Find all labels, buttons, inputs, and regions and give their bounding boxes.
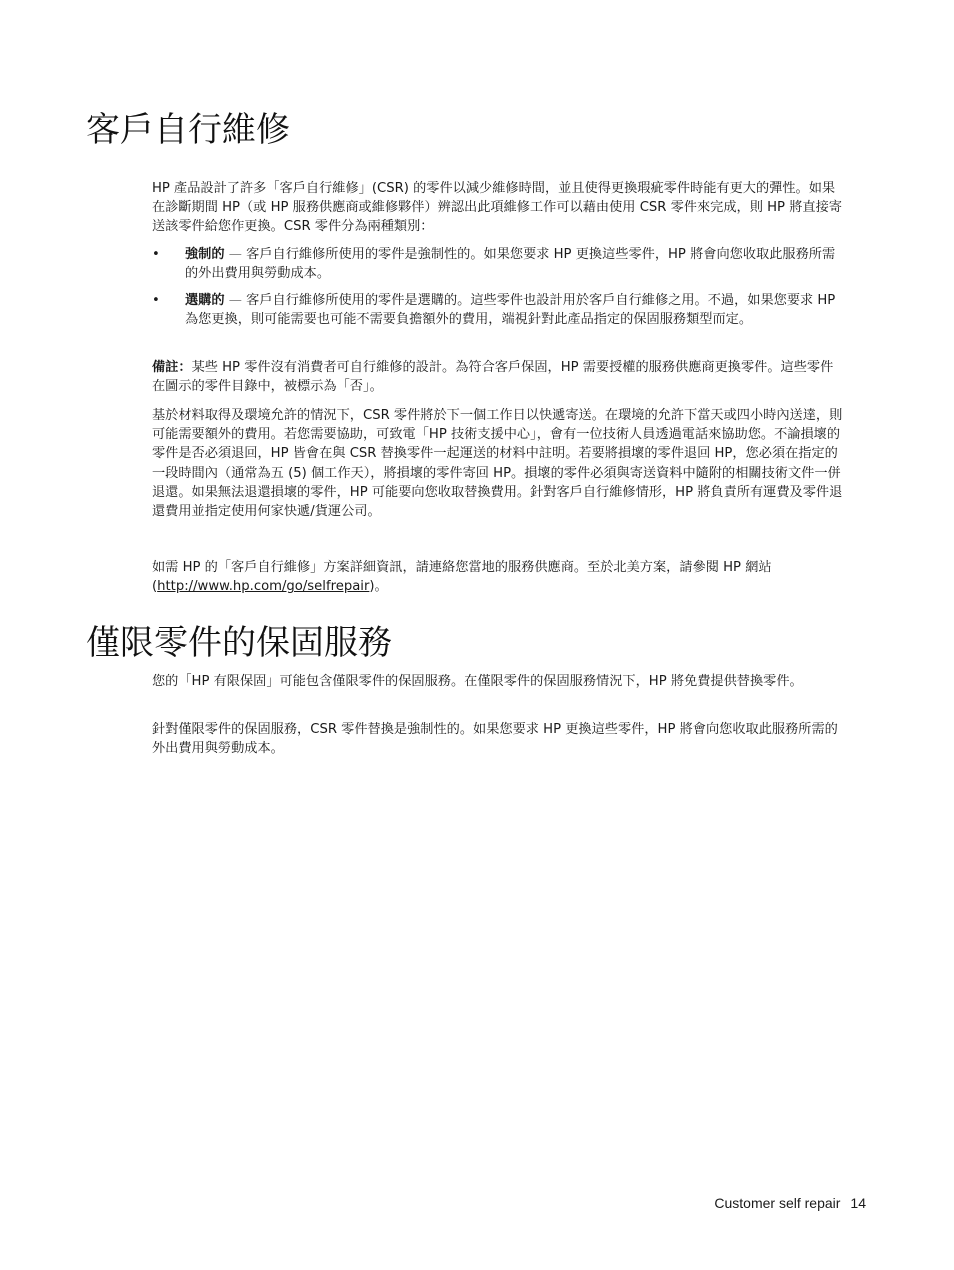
mandatory-description: 客戶自行維修所使用的零件是強制性的。如果您要求 HP 更換這些零件，HP 將會向您收取此服務所需的外出費用與勞動成本。 [185, 247, 836, 282]
bullet-icon: • [152, 293, 160, 308]
info-text-end: )。 [369, 579, 388, 595]
info-paragraph [152, 558, 844, 596]
section-title-parts-warranty: 僅限零件的保固服務 [86, 623, 392, 663]
em-dash: — [224, 247, 247, 262]
term-optional: 選購的 [185, 293, 225, 308]
selfrepair-link[interactable]: http://www.hp.com/go/selfrepair [157, 579, 370, 595]
em-dash: — [224, 293, 247, 308]
page-footer [714, 1194, 866, 1212]
parts-warranty-csr-paragraph: 針對僅限零件的保固服務，CSR 零件替換是強制性的。如果您要求 HP 更換這些零件，HP 將會向您收取此服務所需的外出費用與勞動成本。 [152, 722, 838, 757]
note-paragraph [152, 358, 844, 396]
term-mandatory: 強制的 [185, 247, 225, 262]
note-label: 備註： [152, 360, 192, 375]
optional-description: 客戶自行維修所使用的零件是選購的。這些零件也設計用於客戶自行維修之用。不過，如果您要求 HP 為您更換，則可能需要也可能不需要負擔額外的費用，端視針對此產品指定的保固服務類型而定。 [185, 293, 836, 328]
intro-paragraph: HP 產品設計了許多「客戶自行維修」(CSR) 的零件以減少維修時間，並且使得更換瑕疵零件時能有更大的彈性。如果在診斷期間 HP（或 HP 服務供應商或維修夥伴）辨認出此項維修工作可以藉由使用 CSR 零件來完成，則 HP 將直接寄送該零件給您作更換。CSR 零件分為兩種類別： [152, 181, 842, 235]
note-text: 某些 HP 零件沒有消費者可自行維修的設計。為符合客戶保固，HP 需要授權的服務供應商更換零件。這些零件在圖示的零件目錄中，被標示為「否」。 [152, 360, 834, 395]
bullet-icon: • [152, 247, 160, 262]
page-title: 客戶自行維修 [86, 110, 290, 150]
shipping-paragraph: 基於材料取得及環境允許的情況下，CSR 零件將於下一個工作日以快遞寄送。在環境的允許下當天或四小時內送達，則可能需要額外的費用。若您需要協助，可致電「HP 技術支援中心」，會有一位技術人員透過電話來協助您。不論損壞的零件是否必須退回，HP 皆會在與 CSR 替換零件一起運送的材料中註明。若要將損壞的零件退回 HP，您必須在指定的一段時間內（通常為五 (5) 個工作天），將損壞的零件寄回 HP。損壞的零件必須與寄送資料中隨附的相關技術文件一併退還。如果無法退還損壞的零件，HP 可能要向您收取替換費用。針對客戶自行維修情形，HP 將負責所有運費及零件退還費用並指定使用何家快遞/貨運公司。 [152, 408, 843, 520]
page-number: 14 [850, 1195, 866, 1211]
parts-warranty-paragraph: 您的「HP 有限保固」可能包含僅限零件的保固服務。在僅限零件的保固服務情況下，HP 將免費提供替換零件。 [152, 674, 803, 689]
info-text: 如需 HP 的「客戶自行維修」方案詳細資訊，請連絡您當地的服務供應商。至於北美方案，請參閱 HP 網站 ( [152, 560, 772, 595]
footer-label: Customer self repair [714, 1195, 841, 1211]
